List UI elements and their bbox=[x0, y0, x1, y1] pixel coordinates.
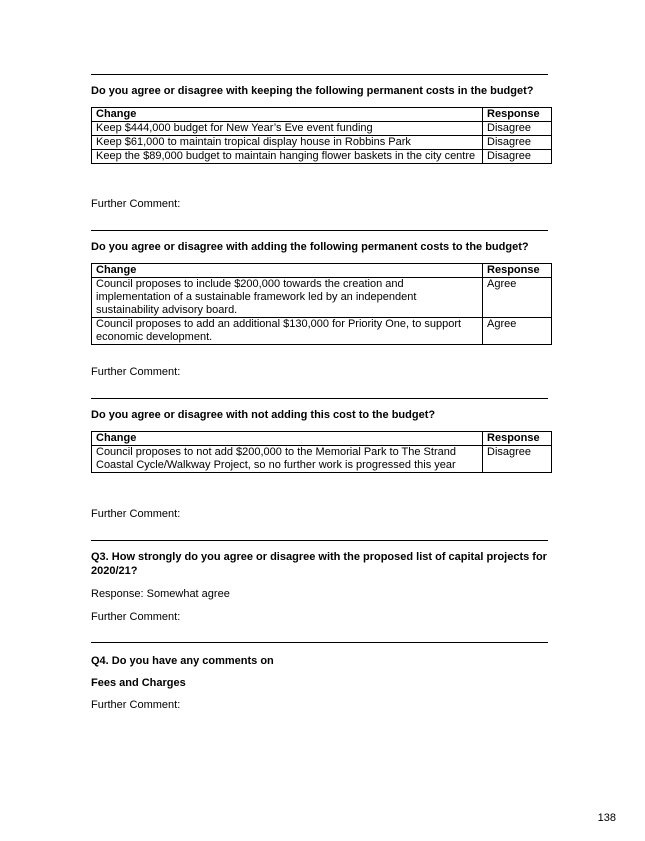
q3-question: Q3. How strongly do you agree or disagree with the proposed list of capital projects for 2020/21? bbox=[91, 551, 547, 577]
header-change: Change bbox=[92, 264, 483, 278]
divider-line bbox=[91, 398, 548, 399]
response-cell: Disagree bbox=[483, 136, 552, 150]
section-1-question: Do you agree or disagree with keeping the following permanent costs in the budget? bbox=[91, 85, 534, 97]
divider-line bbox=[91, 540, 548, 541]
section-3-table bbox=[91, 431, 552, 473]
table-header-row bbox=[92, 264, 552, 278]
section-1-comment: Further Comment: bbox=[91, 198, 181, 210]
response-cell: Agree bbox=[483, 278, 552, 318]
change-cell: Council proposes to add an additional $130,000 for Priority One, to support economic development. bbox=[92, 318, 483, 345]
q3-response: Response: Somewhat agree bbox=[91, 588, 230, 600]
table-row bbox=[92, 136, 552, 150]
q4-subheading: Fees and Charges bbox=[91, 677, 186, 689]
table-row bbox=[92, 122, 552, 136]
table-row bbox=[92, 446, 552, 473]
response-cell: Disagree bbox=[483, 122, 552, 136]
section-2-table bbox=[91, 263, 552, 345]
header-response: Response bbox=[483, 264, 552, 278]
section-2-question: Do you agree or disagree with adding the following permanent costs to the budget? bbox=[91, 241, 529, 253]
table-row bbox=[92, 278, 552, 318]
response-cell: Disagree bbox=[483, 150, 552, 164]
change-cell: Council proposes to not add $200,000 to the Memorial Park to The Strand Coastal Cycle/Walkway Project, so no further work is progressed this year bbox=[92, 446, 483, 473]
divider-line bbox=[91, 642, 548, 643]
header-response: Response bbox=[483, 432, 552, 446]
table-header-row bbox=[92, 108, 552, 122]
section-3-comment: Further Comment: bbox=[91, 508, 181, 520]
change-cell: Keep $61,000 to maintain tropical display house in Robbins Park bbox=[92, 136, 483, 150]
section-2-comment: Further Comment: bbox=[91, 366, 181, 378]
table-row bbox=[92, 318, 552, 345]
divider-line bbox=[91, 230, 548, 231]
table-row bbox=[92, 150, 552, 164]
header-change: Change bbox=[92, 108, 483, 122]
q3-comment: Further Comment: bbox=[91, 611, 181, 623]
section-1-table bbox=[91, 107, 552, 164]
q4-question: Q4. Do you have any comments on bbox=[91, 655, 274, 667]
divider-line bbox=[91, 74, 548, 75]
response-cell: Agree bbox=[483, 318, 552, 345]
q4-comment: Further Comment: bbox=[91, 699, 181, 711]
change-cell: Keep the $89,000 budget to maintain hanging flower baskets in the city centre bbox=[92, 150, 483, 164]
change-cell: Keep $444,000 budget for New Year’s Eve event funding bbox=[92, 122, 483, 136]
section-3-question: Do you agree or disagree with not adding this cost to the budget? bbox=[91, 409, 436, 421]
change-cell: Council proposes to include $200,000 towards the creation and implementation of a sustainable framework led by an independent sustainability advisory board. bbox=[92, 278, 483, 318]
page-number: 138 bbox=[597, 812, 616, 824]
header-change: Change bbox=[92, 432, 483, 446]
table-header-row bbox=[92, 432, 552, 446]
header-response: Response bbox=[483, 108, 552, 122]
response-cell: Disagree bbox=[483, 446, 552, 473]
